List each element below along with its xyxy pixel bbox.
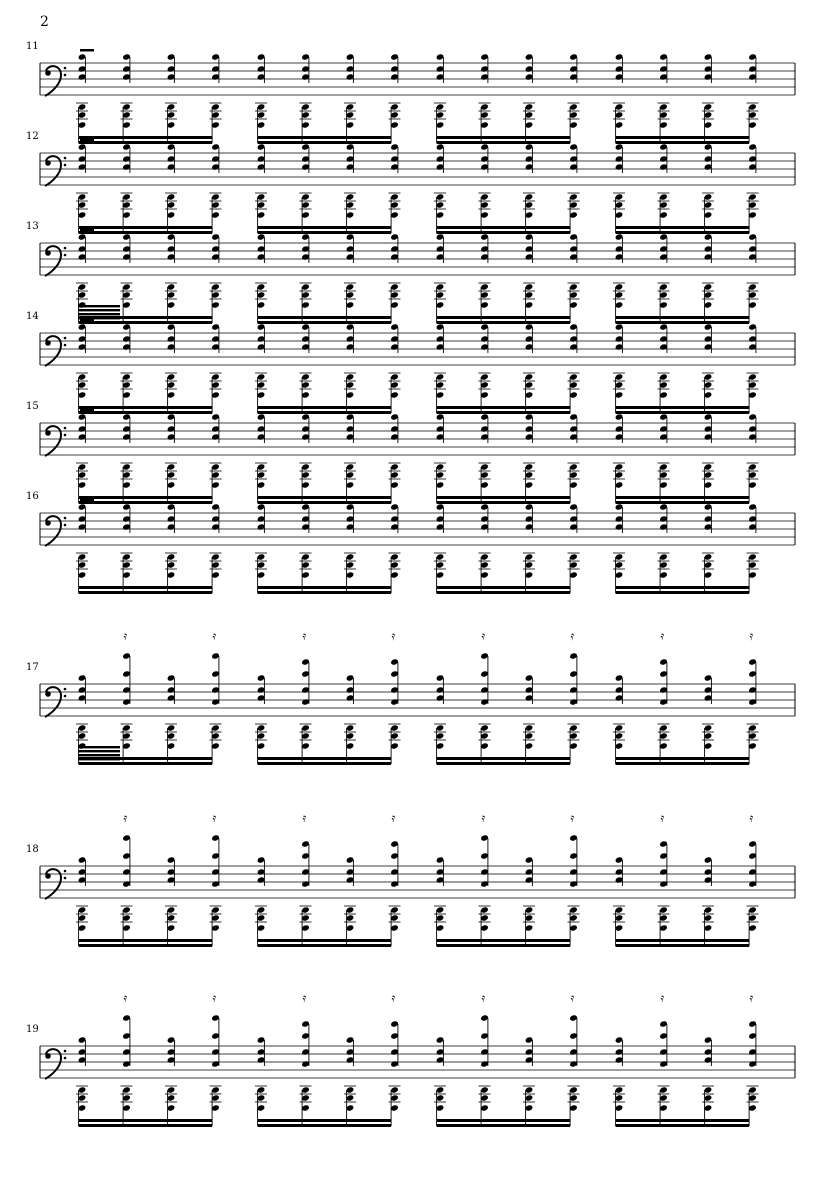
rest-icon: 𝄿 xyxy=(391,629,396,643)
beam xyxy=(258,762,392,765)
rest-icon: 𝄿 xyxy=(749,629,754,643)
beam xyxy=(79,1119,213,1122)
beam xyxy=(258,316,392,319)
beam xyxy=(258,226,392,229)
rest-icon: 𝄿 xyxy=(570,991,575,1005)
beam xyxy=(616,944,750,947)
beam xyxy=(437,762,570,765)
beam xyxy=(258,939,392,942)
beam xyxy=(79,406,213,409)
beam xyxy=(437,411,570,414)
rest-icon: 𝄿 xyxy=(570,629,575,643)
beam xyxy=(437,136,570,139)
staff-system xyxy=(40,319,795,414)
beam xyxy=(437,1119,570,1122)
rest-icon: 𝄿 xyxy=(749,991,754,1005)
beam xyxy=(258,141,392,144)
rest-icon: 𝄿 xyxy=(660,629,665,643)
rest-icon: 𝄿 xyxy=(302,991,307,1005)
tremolo-mark xyxy=(80,49,94,52)
beam xyxy=(437,501,570,504)
beam xyxy=(258,586,392,589)
rest-icon: 𝄿 xyxy=(212,629,217,643)
tremolo-mark xyxy=(80,139,94,142)
beam xyxy=(78,754,120,756)
rest-icon: 𝄿 xyxy=(481,991,486,1005)
staff-system xyxy=(40,409,795,504)
beam xyxy=(258,591,392,594)
beam xyxy=(437,406,570,409)
beam xyxy=(78,313,120,315)
beam xyxy=(616,136,750,139)
beam xyxy=(437,141,570,144)
beam xyxy=(258,944,392,947)
beam xyxy=(79,1124,213,1127)
beam xyxy=(258,1119,392,1122)
rest-icon: 𝄿 xyxy=(123,629,128,643)
rest-icon: 𝄿 xyxy=(212,991,217,1005)
staff-system xyxy=(40,629,795,765)
beam xyxy=(616,406,750,409)
beam xyxy=(258,321,392,324)
beam xyxy=(616,1119,750,1122)
measure-number: 13 xyxy=(26,221,39,232)
beam xyxy=(437,321,570,324)
tremolo-mark xyxy=(80,499,94,502)
beam xyxy=(258,496,392,499)
measure-number: 12 xyxy=(26,131,39,142)
beam xyxy=(437,944,570,947)
beam xyxy=(258,411,392,414)
beam xyxy=(78,305,120,307)
rest-icon: 𝄿 xyxy=(391,991,396,1005)
beam xyxy=(616,762,750,765)
page-number: 2 xyxy=(40,14,49,30)
beam xyxy=(616,316,750,319)
beam xyxy=(616,939,750,942)
rest-icon: 𝄿 xyxy=(570,811,575,825)
rest-icon: 𝄿 xyxy=(481,811,486,825)
beam xyxy=(437,496,570,499)
beam xyxy=(616,321,750,324)
beam xyxy=(79,944,213,947)
rest-icon: 𝄿 xyxy=(302,629,307,643)
beam xyxy=(437,586,570,589)
measure-number: 17 xyxy=(26,662,39,673)
staff-system xyxy=(40,49,795,144)
staff-system xyxy=(40,811,795,947)
beam xyxy=(616,501,750,504)
staff-system xyxy=(40,229,795,324)
rest-icon: 𝄿 xyxy=(660,811,665,825)
beam xyxy=(258,406,392,409)
beam xyxy=(258,231,392,234)
beam xyxy=(437,1124,570,1127)
beam xyxy=(79,586,213,589)
beam xyxy=(258,757,392,760)
beam xyxy=(258,1124,392,1127)
rest-icon: 𝄿 xyxy=(481,629,486,643)
beam xyxy=(79,321,213,324)
rest-icon: 𝄿 xyxy=(660,991,665,1005)
beam xyxy=(437,226,570,229)
rest-icon: 𝄿 xyxy=(123,811,128,825)
beam xyxy=(437,939,570,942)
beam xyxy=(79,231,213,234)
measure-number: 16 xyxy=(26,491,39,502)
beam xyxy=(616,226,750,229)
rest-icon: 𝄿 xyxy=(123,991,128,1005)
beam xyxy=(79,939,213,942)
measure-number: 14 xyxy=(26,311,39,322)
measure-number: 15 xyxy=(26,401,39,412)
beam xyxy=(78,758,120,760)
beam xyxy=(79,141,213,144)
beam xyxy=(258,501,392,504)
beam xyxy=(616,231,750,234)
beam xyxy=(616,591,750,594)
beam xyxy=(79,591,213,594)
beam xyxy=(616,1124,750,1127)
beam xyxy=(616,411,750,414)
beam xyxy=(79,496,213,499)
rest-icon: 𝄿 xyxy=(212,811,217,825)
beam xyxy=(78,309,120,311)
beam xyxy=(437,231,570,234)
tremolo-mark xyxy=(80,229,94,232)
beam xyxy=(79,136,213,139)
tremolo-mark xyxy=(80,319,94,322)
beam xyxy=(437,591,570,594)
staff-system xyxy=(40,499,795,594)
rest-icon: 𝄿 xyxy=(302,811,307,825)
beam xyxy=(616,496,750,499)
tremolo-mark xyxy=(80,409,94,412)
beam xyxy=(78,746,120,748)
staff-system xyxy=(40,139,795,234)
beam xyxy=(616,141,750,144)
measure-number: 11 xyxy=(26,41,39,52)
rest-icon: 𝄿 xyxy=(749,811,754,825)
beam xyxy=(616,757,750,760)
beam xyxy=(79,501,213,504)
beam xyxy=(437,757,570,760)
staff-system xyxy=(40,991,795,1127)
beam xyxy=(79,226,213,229)
measure-number: 18 xyxy=(26,844,39,855)
measure-number: 19 xyxy=(26,1024,39,1035)
beam xyxy=(78,750,120,752)
beam xyxy=(616,586,750,589)
beam xyxy=(258,136,392,139)
rest-icon: 𝄿 xyxy=(391,811,396,825)
beam xyxy=(79,411,213,414)
beam xyxy=(437,316,570,319)
beam xyxy=(79,762,213,765)
